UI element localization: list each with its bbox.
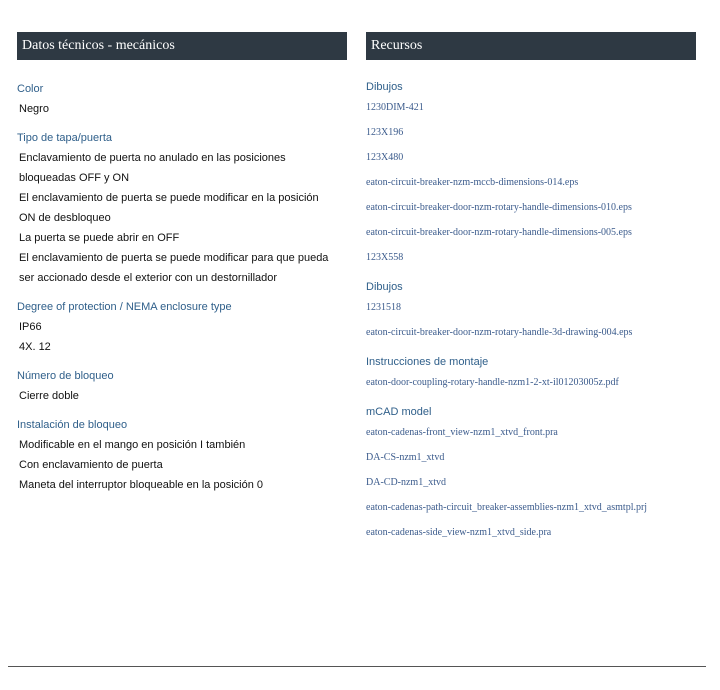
resource-section-mounting-instructions [366, 355, 696, 395]
spec-value: IP66 [19, 321, 42, 333]
spec-section-door-type [17, 131, 347, 288]
technical-data-sections [17, 82, 347, 495]
spec-value: Con enclavamiento de puerta [19, 459, 163, 471]
resource-section-mcad-model [366, 405, 696, 545]
spec-value: La puerta se puede abrir en OFF [19, 232, 180, 244]
resource-link[interactable]: eaton-circuit-breaker-door-nzm-rotary-handle-dimensions-010.eps [366, 202, 632, 213]
resource-link[interactable]: eaton-door-coupling-rotary-handle-nzm1-2-xt-il01203005z.pdf [366, 377, 619, 388]
resources-sections [366, 80, 696, 545]
spec-value: El enclavamiento de puerta se puede modificar para que pueda [19, 252, 329, 264]
spec-values [17, 148, 347, 288]
spec-value: Modificable en el mango en posición I también [19, 439, 246, 451]
spec-values [17, 435, 347, 495]
resources-header: Recursos [366, 32, 696, 60]
spec-section-lock-installation [17, 418, 347, 495]
spec-value: El enclavamiento de puerta se puede modificar en la posición [19, 192, 319, 204]
resource-link[interactable]: eaton-circuit-breaker-door-nzm-rotary-handle-3d-drawing-004.eps [366, 327, 633, 338]
resource-link[interactable]: DA-CS-nzm1_xtvd [366, 452, 445, 463]
spec-value: Cierre doble [19, 390, 79, 402]
resource-link[interactable]: eaton-circuit-breaker-door-nzm-rotary-handle-dimensions-005.eps [366, 227, 632, 238]
resource-label: Instrucciones de montaje [366, 356, 489, 368]
resource-links [366, 370, 696, 395]
spec-value: bloqueadas OFF y ON [19, 172, 130, 184]
spec-value: Enclavamiento de puerta no anulado en las posiciones [19, 152, 286, 164]
resource-link[interactable]: 1231518 [366, 302, 401, 313]
resource-link[interactable]: 123X558 [366, 252, 404, 263]
spec-value: Negro [19, 103, 49, 115]
spec-value: ON de desbloqueo [19, 212, 111, 224]
resource-label: mCAD model [366, 406, 432, 418]
spec-value: 4X. 12 [19, 341, 51, 353]
resource-link[interactable]: eaton-cadenas-path-circuit_breaker-assemblies-nzm1_xtvd_asmtpl.prj [366, 502, 648, 513]
spec-value: ser accionado desde el exterior con un destornillador [19, 272, 278, 284]
resource-link[interactable]: eaton-cadenas-front_view-nzm1_xtvd_front.pra [366, 427, 558, 438]
technical-data-panel [17, 32, 347, 507]
spec-label: Degree of protection / NEMA enclosure type [17, 301, 232, 313]
resource-section-drawings [366, 80, 696, 270]
spec-section-lock-number [17, 369, 347, 406]
resource-links [366, 295, 696, 345]
resource-link[interactable]: eaton-cadenas-side_view-nzm1_xtvd_side.pra [366, 527, 552, 538]
resources-panel [366, 32, 696, 555]
resource-section-drawings-2 [366, 280, 696, 345]
spec-values [17, 99, 347, 119]
spec-values [17, 386, 347, 406]
resource-links [366, 420, 696, 545]
resource-label: Dibujos [366, 81, 403, 93]
resource-link[interactable]: 1230DIM-421 [366, 102, 424, 113]
footer-divider [8, 666, 706, 667]
resource-link[interactable]: 123X196 [366, 127, 404, 138]
resource-links [366, 95, 696, 270]
spec-label: Instalación de bloqueo [17, 419, 128, 431]
spec-label: Color [17, 83, 44, 95]
spec-section-protection [17, 300, 347, 357]
spec-values [17, 317, 347, 357]
spec-value: Maneta del interruptor bloqueable en la posición 0 [19, 479, 263, 491]
spec-section-color [17, 82, 347, 119]
resource-link[interactable]: eaton-circuit-breaker-nzm-mccb-dimensions-014.eps [366, 177, 579, 188]
spec-label: Tipo de tapa/puerta [17, 132, 112, 144]
resource-label: Dibujos [366, 281, 403, 293]
resource-link[interactable]: DA-CD-nzm1_xtvd [366, 477, 446, 488]
resource-link[interactable]: 123X480 [366, 152, 404, 163]
technical-data-header: Datos técnicos - mecánicos [17, 32, 347, 60]
spec-label: Número de bloqueo [17, 370, 114, 382]
